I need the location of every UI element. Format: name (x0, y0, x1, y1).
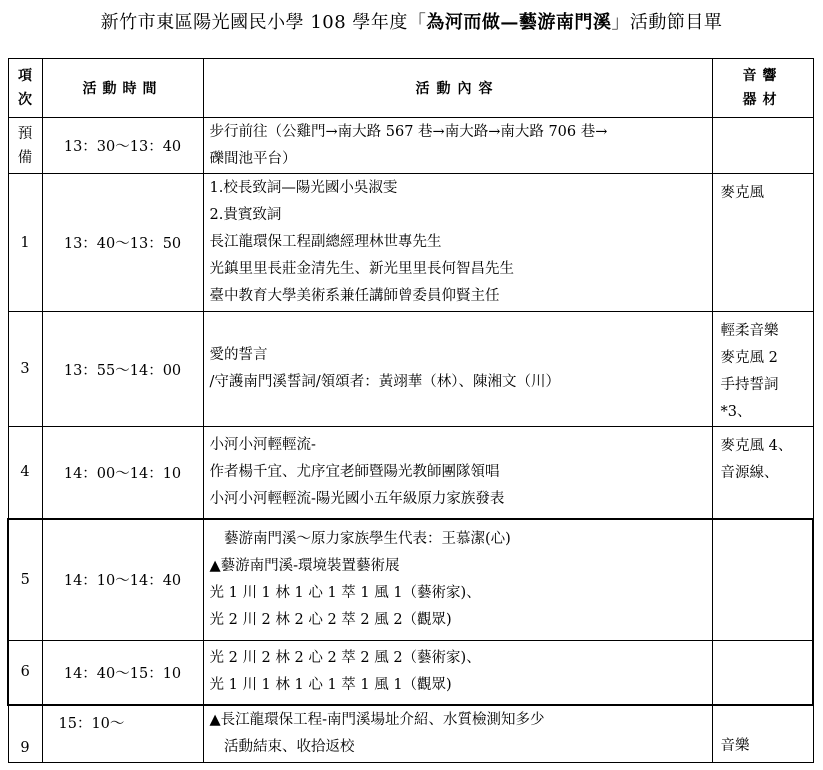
table-row (8, 427, 813, 519)
equipment-item: *3、 (720, 404, 752, 420)
program-table (7, 58, 814, 763)
table-row (8, 312, 813, 427)
header-no-line1: 項 (18, 68, 32, 84)
table-row (8, 174, 813, 312)
header-item-no (8, 59, 42, 118)
content-line: 長江龍環保工程副總經理林世專先生 (209, 234, 442, 250)
content-line: 小河小河輕輕流- (209, 436, 316, 453)
content-line: 臺中教育大學美術系兼任講師曾委員仰賢主任 (209, 288, 500, 304)
header-no-line2: 次 (18, 92, 32, 108)
header-equipment (712, 59, 813, 118)
equipment-item: 音源線、 (720, 465, 779, 481)
row-item-no: 5 (8, 519, 42, 641)
row-content (203, 174, 712, 312)
row-item-no: 6 (8, 641, 42, 705)
table-row (8, 118, 813, 174)
equipment-item: 手持誓詞 (720, 377, 779, 393)
content-line: 光 2 川 2 林 2 心 2 萃 2 風 2（觀眾) (209, 611, 452, 628)
row-equipment (712, 519, 813, 641)
header-content: 活動內容 (203, 59, 712, 118)
content-line: 作者楊千宜、尤序宜老師暨陽光教師團隊領唱 (209, 463, 500, 480)
header-time: 活動時間 (42, 59, 203, 118)
equipment-item: 音樂 (720, 738, 750, 754)
row-time: 13：55～14：00 (42, 312, 203, 427)
content-line: 活動結束、收拾返校 (209, 738, 355, 755)
table-row (8, 519, 813, 641)
content-line: 光 1 川 1 林 1 心 1 萃 1 風 1（觀眾) (209, 677, 452, 694)
table-header-row (8, 59, 813, 118)
row-no-line1: 預 (17, 125, 33, 142)
row-item-no: 3 (8, 312, 42, 427)
content-line: 光鎮里里長莊金清先生、新光里里長何智昌先生 (209, 261, 514, 277)
row-content (203, 312, 712, 427)
row-time: 15：10～ (42, 705, 203, 763)
row-time: 13：40～13：50 (42, 174, 203, 312)
row-time: 14：10～14：40 (42, 519, 203, 641)
row-equipment (712, 427, 813, 519)
row-equipment (712, 312, 813, 427)
row-time: 14：00～14：10 (42, 427, 203, 519)
row-content (203, 519, 712, 641)
equipment-item: 麥克風 4、 (720, 438, 793, 454)
row-no-line2: 備 (17, 149, 33, 166)
title-prefix: 新竹市東區陽光國民小學 108 學年度「 (100, 12, 427, 33)
content-line: 愛的誓言 (209, 347, 268, 363)
row-item-no (8, 118, 42, 174)
row-content (203, 705, 712, 763)
content-line: ▲長江龍環保工程-南門溪場址介紹、水質檢測知多少 (209, 711, 545, 728)
row-time: 14：40～15：10 (42, 641, 203, 705)
content-line: /守護南門溪誓詞/領頌者：黃翊華（林）、陳湘文（川） (209, 374, 561, 390)
content-line: ▲藝游南門溪-環境裝置藝術展 (209, 557, 400, 574)
row-item-no: 1 (8, 174, 42, 312)
table-row (8, 641, 813, 705)
row-content (203, 118, 712, 174)
content-line: 2.貴賓致詞 (209, 207, 282, 223)
row-content (203, 641, 712, 705)
row-time: 13：30～13：40 (42, 118, 203, 174)
title-suffix: 」活動節目單 (611, 12, 723, 33)
row-item-no: 9 (8, 705, 42, 763)
header-equip-line2: 器材 (742, 92, 783, 108)
row-equipment (712, 641, 813, 705)
content-line: 藝游南門溪～原力家族學生代表：王慕潔(心) (209, 530, 511, 547)
equipment-item: 麥克風 (720, 185, 764, 201)
header-equip-line1: 音響 (742, 68, 783, 84)
content-line: 小河小河輕輕流-陽光國小五年級原力家族發表 (209, 490, 505, 507)
content-line: 礫間池平台） (209, 150, 297, 167)
equipment-item: 麥克風 2 (720, 350, 778, 366)
content-line: 步行前往（公雞門→南大路 567 巷→南大路→南大路 706 巷→ (209, 123, 608, 140)
content-line: 1.校長致詞—陽光國小吳淑雯 (209, 180, 398, 196)
table-row (8, 705, 813, 763)
row-equipment (712, 118, 813, 174)
row-equipment (712, 705, 813, 763)
row-item-no: 4 (8, 427, 42, 519)
content-line: 光 1 川 1 林 1 心 1 萃 1 風 1（藝術家)、 (209, 584, 481, 601)
content-line: 光 2 川 2 林 2 心 2 萃 2 風 2（藝術家)、 (209, 650, 481, 667)
title-emphasis: 為河而做—藝游南門溪 (426, 12, 612, 33)
page-title (0, 8, 823, 34)
row-content (203, 427, 712, 519)
equipment-item: 輕柔音樂 (720, 323, 779, 339)
row-equipment (712, 174, 813, 312)
